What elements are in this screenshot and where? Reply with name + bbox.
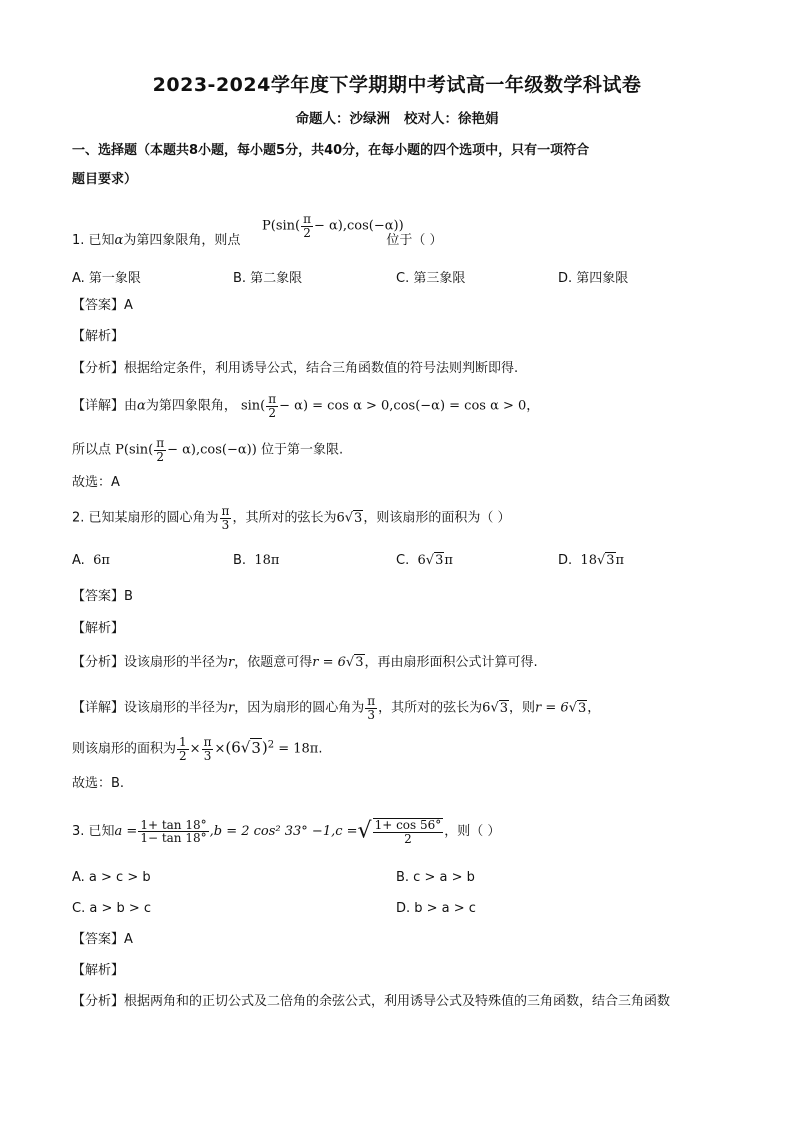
opt-value: 6π <box>93 553 110 568</box>
q1-answer <box>72 298 732 314</box>
q2-frac <box>220 505 232 531</box>
q2-fenxi-math: r = 6√3 <box>312 655 364 670</box>
times: × <box>189 741 201 757</box>
frac-num: π <box>203 735 212 749</box>
frac-den: 2 <box>179 748 187 763</box>
frac-den: 3 <box>203 748 212 763</box>
area-result: = 18π <box>274 741 319 757</box>
q1-detail-a: 由 <box>124 398 138 414</box>
q1-detail-frac <box>266 393 278 419</box>
detail-tag: 【详解】 <box>72 398 125 414</box>
q2-detail-r: r = 6√3 <box>535 700 587 716</box>
opt-value: 18√3π <box>580 553 625 568</box>
q1-fenxi <box>72 361 732 377</box>
q1-detail-b: 为第四象限角， <box>145 398 237 414</box>
q3-answer <box>72 932 732 948</box>
frac-den: 3 <box>221 517 230 532</box>
q1-stem-c: 位于（ ） <box>386 233 443 248</box>
q2-conclusion: 故选：B. <box>72 776 125 791</box>
q2-detail-a: 设该扇形的半径为 <box>124 700 229 716</box>
q2-stem-c: ，则该扇形的面积为（ ） <box>363 510 511 526</box>
frac-den: 2 <box>268 405 277 420</box>
answer-value: B <box>124 589 133 604</box>
q1-detail2-math1: P(sin( <box>115 442 154 458</box>
frac-num: 1+ cos 56° <box>374 818 442 832</box>
rad: 3 <box>435 553 444 568</box>
q1-detail2 <box>72 437 732 463</box>
tail: π <box>444 553 453 568</box>
q3-fenxi <box>72 994 732 1010</box>
q3-option-b: B. c > a > b <box>396 870 475 885</box>
q2-r: r <box>228 700 235 716</box>
q1-detail2-frac <box>154 437 166 463</box>
opt-value: 6√3π <box>417 553 453 568</box>
q2-option-a <box>72 553 110 568</box>
author-name: 命题人：沙绿洲 <box>295 111 390 127</box>
q2-fenxi-b: ，依题意可得 <box>234 655 313 670</box>
q1-conclusion: 故选：A <box>72 475 120 490</box>
q2-answer <box>72 589 732 605</box>
q2-fenxi-a: 设该扇形的半径为 <box>124 655 229 670</box>
answer-tag: 【答案】 <box>72 932 125 947</box>
q2-option-c <box>396 553 453 568</box>
fenxi-tag: 【分析】 <box>72 994 125 1009</box>
fenxi-text: 根据给定条件，利用诱导公式，结合三角函数值的符号法则判断即得. <box>124 361 519 376</box>
q1-option-a: A. 第一象限 <box>72 271 141 286</box>
frac-num: 1 <box>179 735 187 749</box>
opt-label: B. <box>233 553 247 568</box>
close: ) <box>261 738 268 757</box>
q3-b-part: ,b = 2 cos² 33° −1,c = <box>209 824 358 840</box>
opt-label: C. <box>396 553 410 568</box>
q2-area-paren: (6√3) <box>225 738 268 757</box>
frac-den: 2 <box>156 449 164 464</box>
frac-num: π <box>367 694 376 708</box>
q3-a-frac <box>138 819 208 845</box>
q2-fenxi-c: ，再由扇形面积公式计算可得. <box>364 655 538 670</box>
times: × <box>214 741 226 757</box>
section-heading: 一、选择题（本题共8小题，每小题5分，共40分，在每小题的四个选项中，只有一项符合 <box>72 143 590 158</box>
frac-num: π <box>156 436 165 450</box>
q2-detail-chord: 6√3 <box>482 700 509 716</box>
q3-option-d: D. b > a > c <box>396 901 476 916</box>
q2-area-frac1 <box>177 736 189 762</box>
q1-detail2-b: 位于第一象限. <box>256 442 344 458</box>
q2-detail-b: ，因为扇形的圆心角为 <box>234 700 365 716</box>
q2-detail-frac <box>365 695 377 721</box>
rad: 3 <box>251 738 261 757</box>
q1-stem-b: 为第四象限角，则点 <box>123 233 241 248</box>
rad: 3 <box>499 700 509 716</box>
answer-value: A <box>124 298 133 313</box>
q2-option-d <box>558 553 624 568</box>
q2-detail <box>72 695 732 721</box>
q1-stem <box>72 233 732 249</box>
rad: 3 <box>355 655 364 670</box>
q1-option-b: B. 第二象限 <box>233 271 303 286</box>
q3-c-sqrt <box>357 818 445 846</box>
q2-analysis-tag: 【解析】 <box>72 621 125 636</box>
q1-detail2-math2: − α),cos(−α)) <box>167 442 257 458</box>
coef: 6 <box>482 700 491 716</box>
q1-detail-math1: sin( <box>240 398 266 414</box>
opt-label: D. <box>558 553 573 568</box>
q2-stem-a: 2. 已知某扇形的圆心角为 <box>72 510 219 526</box>
q1-detail2-a: 所以点 <box>72 442 116 458</box>
opt-label: A. <box>72 553 85 568</box>
q3-stem <box>72 818 732 845</box>
frac-den: 1− tan 18° <box>140 831 207 846</box>
q1-alpha: α <box>114 233 124 248</box>
q2-r: r <box>228 655 235 670</box>
q1-option-c: C. 第三象限 <box>396 271 466 286</box>
q1-detail <box>72 393 732 419</box>
q2-fenxi <box>72 655 732 671</box>
frac-den: 3 <box>367 707 376 722</box>
answer-tag: 【答案】 <box>72 298 125 313</box>
q3-option-c: C. a > b > c <box>72 901 152 916</box>
tail: π <box>615 553 625 568</box>
rad: 3 <box>578 700 587 716</box>
author-line <box>0 107 794 127</box>
chord-coef: 6 <box>336 510 345 526</box>
section-heading-cont: 题目要求） <box>72 172 138 187</box>
q1-frac-num: π <box>303 212 311 226</box>
paren: (6 <box>225 738 241 757</box>
q3-stem-b: ，则（ ） <box>444 824 501 840</box>
q3-stem-a: 3. 已知 <box>72 824 115 840</box>
sqrt-sign: √ <box>357 818 372 844</box>
fenxi-tag: 【分析】 <box>72 655 125 670</box>
page-title: 2023-2024学年度下学期期中考试高一年级数学科试卷 <box>152 74 642 96</box>
detail-tag: 【详解】 <box>72 700 125 716</box>
q2-area <box>72 736 732 762</box>
q2-detail-c: ，其所对的弦长为 <box>378 700 483 716</box>
q1-point-suffix: − α),cos(−α)) <box>313 218 404 234</box>
q1-point-prefix: P(sin( <box>262 218 301 234</box>
chord-rad: 3 <box>354 510 363 526</box>
q1-detail-alpha: α <box>137 398 146 414</box>
math: r = 6 <box>535 700 569 716</box>
q2-area-a: 则该扇形的面积为 <box>72 741 177 757</box>
q1-stem-a: 1. 已知 <box>72 233 115 248</box>
frac-num: 1+ tan 18° <box>140 817 207 832</box>
q2-detail-d: ，则 <box>509 700 536 716</box>
coef: 6 <box>417 553 426 568</box>
q1-analysis-tag: 【解析】 <box>72 329 125 344</box>
coef: 18 <box>580 553 597 568</box>
q3-c-frac <box>373 818 444 845</box>
q2-detail-e: ， <box>587 700 601 716</box>
fenxi-text: 根据两角和的正切公式及二倍角的余弦公式，利用诱导公式及特殊值的三角函数，结合三角函数 <box>124 994 671 1009</box>
answer-value: A <box>124 932 133 947</box>
fenxi-tag: 【分析】 <box>72 361 125 376</box>
math: r = 6 <box>312 655 346 670</box>
answer-tag: 【答案】 <box>72 589 125 604</box>
opt-value: 18π <box>254 553 280 568</box>
q1-option-d: D. 第四象限 <box>558 271 629 286</box>
q1-frac-den: 2 <box>303 225 311 240</box>
q2-chord: 6√3 <box>336 510 363 526</box>
q3-analysis-tag: 【解析】 <box>72 963 125 978</box>
q2-stem-b: ，其所对的弦长为 <box>232 510 337 526</box>
frac-num: π <box>221 504 230 518</box>
q2-option-b <box>233 553 279 568</box>
proofreader-name: 校对人：徐艳娟 <box>404 111 499 127</box>
q3-a-lhs: a = <box>114 824 138 840</box>
exponent: 2 <box>267 739 275 751</box>
q3-option-a: A. a > c > b <box>72 870 151 885</box>
area-end: . <box>318 741 323 757</box>
rad: 3 <box>606 553 615 568</box>
q1-detail-math2: − α) = cos α > 0,cos(−α) = cos α > 0， <box>279 398 540 414</box>
frac-num: π <box>268 392 277 406</box>
q2-stem <box>72 505 732 531</box>
q2-area-frac2 <box>202 736 214 762</box>
frac-den: 2 <box>404 831 412 846</box>
